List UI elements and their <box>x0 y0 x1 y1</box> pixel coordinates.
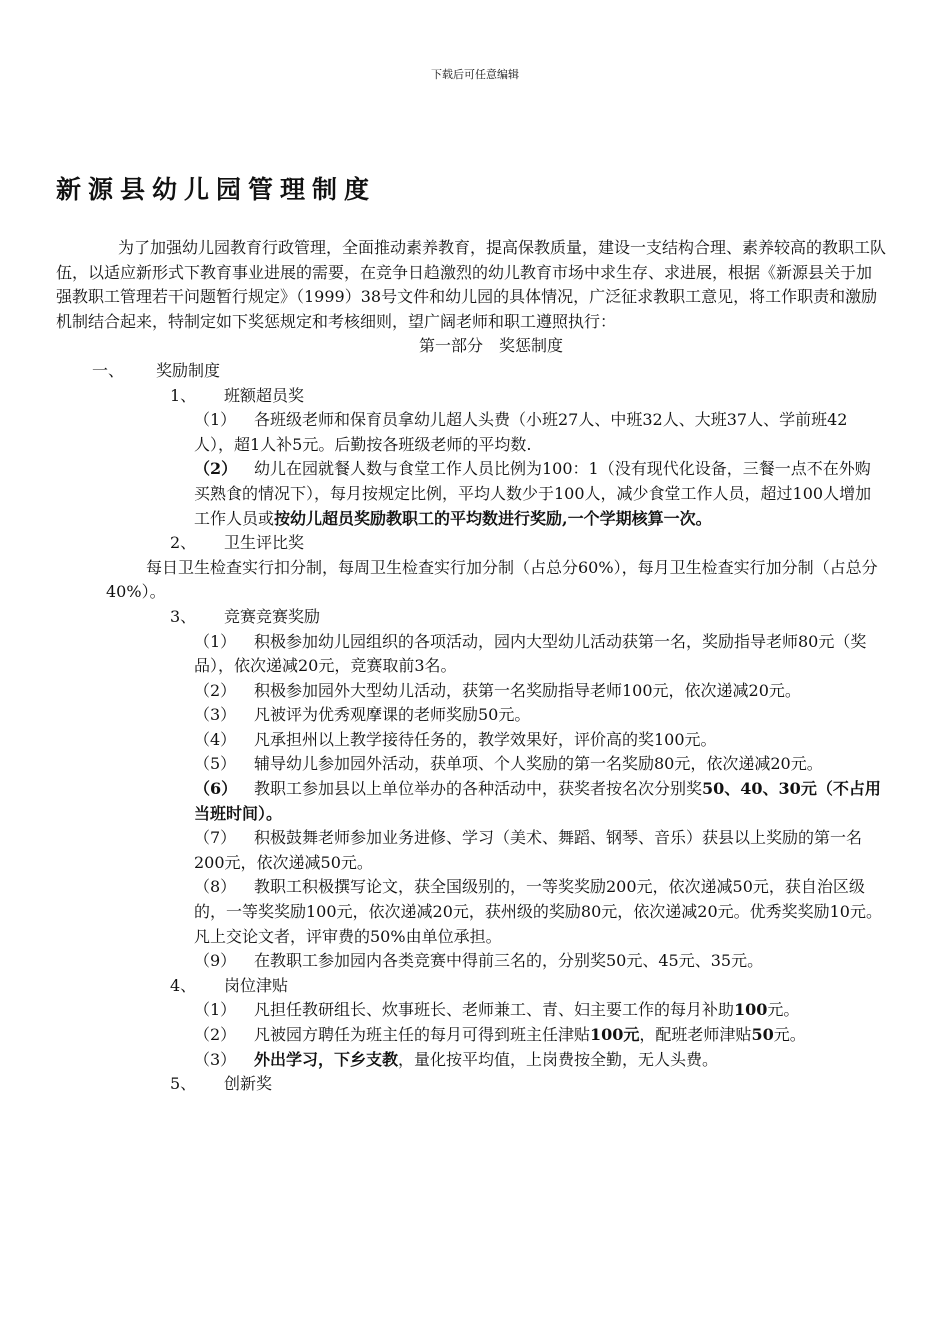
subsection-label: 卫生评比奖 <box>224 533 305 553</box>
item-text: 教职工参加县以上单位举办的各种活动中，获奖者按名次分别奖 <box>254 779 703 799</box>
subsection-label: 竞赛竞赛奖励 <box>224 606 321 626</box>
item-text: 在教职工参加园内各类竞赛中得前三名的，分别奖50元、45元、35元。 <box>254 951 764 971</box>
header-note: 下载后可任意编辑 <box>431 68 519 81</box>
subsection-heading <box>56 531 886 556</box>
subsection-heading <box>56 1072 886 1097</box>
section-label: 奖励制度 <box>156 360 221 380</box>
item-text: 积极参加幼儿园组织的各项活动，园内大型幼儿活动获第一名，奖励指导老师80元（奖品），依次递减20元，竞赛取前3名。 <box>194 631 867 676</box>
item-number: （9） <box>194 951 237 971</box>
subsection-heading <box>56 605 886 630</box>
item-text: 教职工积极撰写论文，获全国级别的，一等奖奖励200元，依次递减50元，获自治区级的，一等奖奖励100元，依次递减20元，获州级的奖励80元，依次递减20元。优秀奖奖励10元。凡上交论文者，评审费的50%由单位承担。 <box>194 877 882 946</box>
item-number: （2） <box>194 459 238 479</box>
list-item <box>56 630 886 679</box>
list-item <box>56 777 886 826</box>
item-number: （2） <box>194 1025 237 1044</box>
item-number: （5） <box>194 754 237 774</box>
item-text: 幼儿在园就餐人数与食堂工作人员比例为100：1（没有现代化设备，三餐一点不在外购买熟食的情况下），每月按规定比例，平均人数少于100人，减少食堂工作人员，超过100人增加工作人员或 <box>194 459 872 528</box>
item-text: 元。 <box>767 1000 800 1020</box>
item-text: ，配班老师津贴 <box>639 1025 752 1044</box>
item-number: （3） <box>194 705 237 725</box>
item-number: （4） <box>194 729 237 749</box>
item-number: （1） <box>194 631 237 651</box>
list-item <box>56 998 886 1023</box>
item-text-bold: 50、40、30元（不占用当班时间）。 <box>194 779 881 823</box>
item-text: 积极参加园外大型幼儿活动，获第一名奖励指导老师100元，依次递减20元。 <box>254 680 801 700</box>
item-number: （1） <box>194 1000 237 1020</box>
subsection-number: 2、 <box>170 533 197 553</box>
paragraph: 每日卫生检查实行扣分制，每周卫生检查实行加分制（占总分60%），每月卫生检查实行加分制（占总分40%）。 <box>106 557 878 602</box>
list-item <box>56 703 886 728</box>
document-title: 新源县幼儿园管理制度 <box>56 175 377 204</box>
list-item <box>56 1023 886 1048</box>
subsection-number: 1、 <box>170 385 197 405</box>
subsection-heading <box>56 974 886 999</box>
item-text: 元。 <box>773 1025 806 1044</box>
item-number: （1） <box>194 410 237 430</box>
item-text: 辅导幼儿参加园外活动，获单项、个人奖励的第一名奖励80元，依次递减20元。 <box>254 754 823 774</box>
part-title: 第一部分 奖惩制度 <box>418 336 563 356</box>
list-item <box>56 728 886 753</box>
item-text: 凡被评为优秀观摩课的老师奖励50元。 <box>254 705 531 725</box>
item-text: 凡承担州以上教学接待任务的，教学效果好，评价高的奖100元。 <box>254 729 717 749</box>
section-number: 一、 <box>92 360 125 380</box>
subsection-label: 岗位津贴 <box>224 975 289 995</box>
item-number: （3） <box>194 1049 237 1069</box>
list-item <box>56 408 886 457</box>
item-text: 积极鼓舞老师参加业务进修、学习（美术、舞蹈、钢琴、音乐）获县以上奖励的第一名200元，依次递减50元。 <box>194 828 863 872</box>
item-number: （7） <box>194 828 237 848</box>
item-text: 各班级老师和保育员拿幼儿超人头费（小班27人、中班32人、大班37人、学前班42人），超1人补5元。后勤按各班级老师的平均数. <box>194 410 848 454</box>
item-text-bold: 按幼儿超员奖励教职工的平均数进行奖励,一个学期核算一次。 <box>274 508 712 528</box>
document-body <box>56 236 886 1097</box>
item-number: （2） <box>194 680 237 700</box>
item-text-bold: 100 <box>734 1000 768 1020</box>
item-number: （6） <box>194 779 238 799</box>
subsection-number: 5、 <box>170 1074 197 1094</box>
list-item <box>56 1048 886 1073</box>
subsection-label: 创新奖 <box>224 1074 273 1094</box>
item-text-bold: 100元 <box>590 1025 640 1044</box>
section-heading <box>56 359 886 384</box>
item-text: ，量化按平均值，上岗费按全勤，无人头费。 <box>398 1049 719 1069</box>
subsection-number: 4、 <box>170 975 197 995</box>
list-item <box>56 875 886 949</box>
item-text: 凡担任教研组长、炊事班长、老师兼工、青、妇主要工作的每月补助 <box>254 1000 735 1020</box>
list-item <box>56 679 886 704</box>
intro-paragraph: 为了加强幼儿园教育行政管理，全面推动素养教育，提高保教质量，建设一支结构合理、素养较高的教职工队伍，以适应新形式下教育事业进展的需要，在竞争日趋激烈的幼儿教育市场中求生存、求进展，根据《新源县关于加强教职工管理若干问题暂行规定》（1999）38号文件和幼儿园的具体情况，广泛征求教职工意见，将工作职责和激励机制结合起来，特制定如下奖惩规定和考核细则，望广阔老师和职工遵照执行： <box>56 238 887 331</box>
subsection-heading <box>56 384 886 409</box>
subsection-label: 班额超员奖 <box>224 385 305 405</box>
list-item <box>56 752 886 777</box>
item-text-bold: 50 <box>751 1025 774 1044</box>
item-number: （8） <box>194 877 237 897</box>
item-text-bold: 外出学习，下乡支教 <box>254 1049 399 1069</box>
list-item <box>56 826 886 875</box>
list-item <box>56 949 886 974</box>
subsection-number: 3、 <box>170 606 197 626</box>
item-text: 凡被园方聘任为班主任的每月可得到班主任津贴 <box>254 1025 591 1044</box>
list-item <box>56 457 886 531</box>
